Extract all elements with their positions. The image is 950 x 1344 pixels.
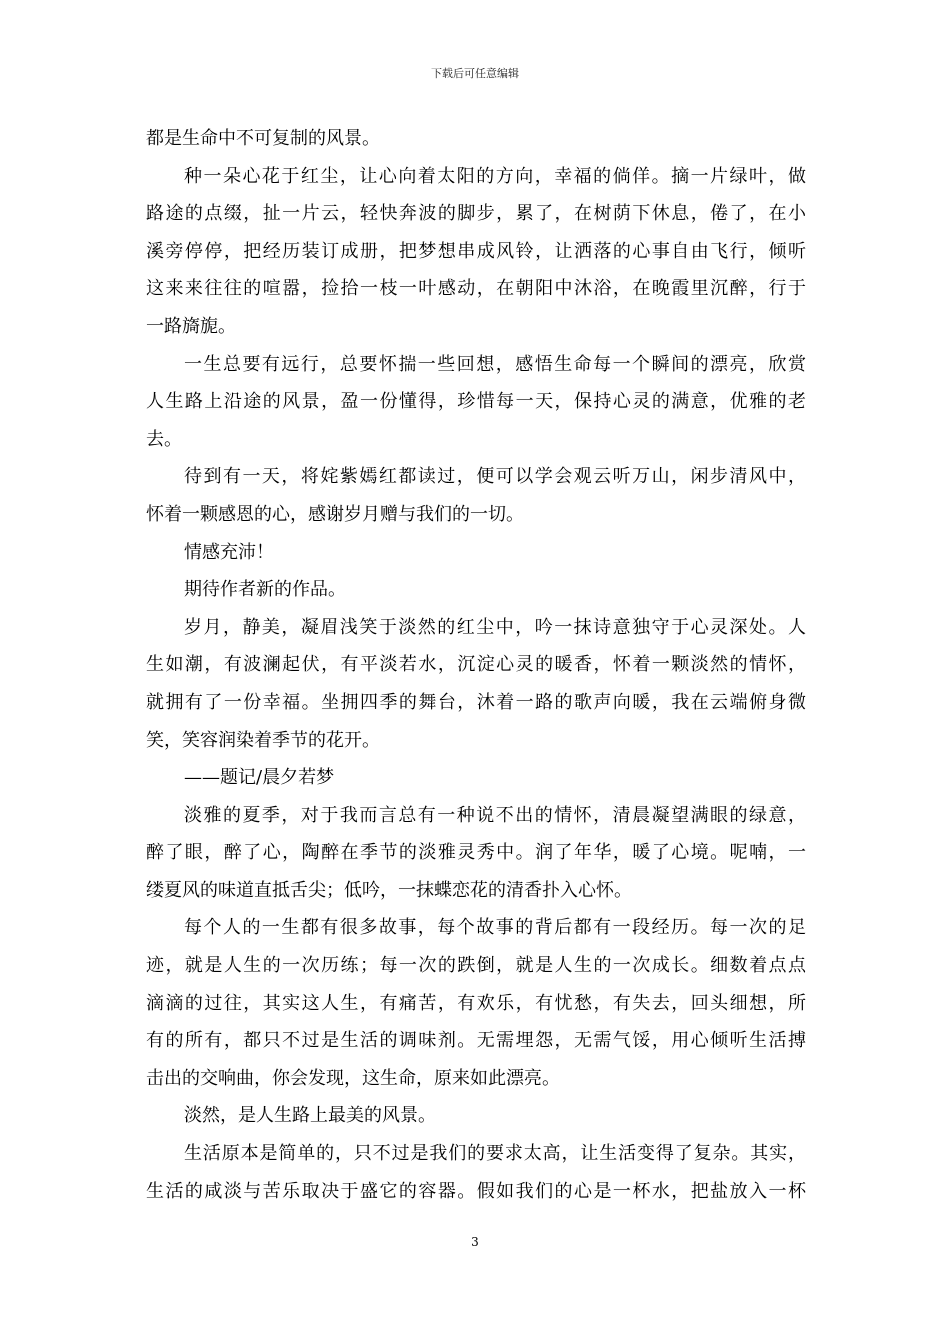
text-line: 种一朵心花于红尘，让心向着太阳的方向，幸福的倘佯。摘一片绿叶，做 — [184, 165, 806, 187]
text-line: 有的所有，都只不过是生活的调味剂。无需埋怨，无需气馁，用心倾听生活搏 — [146, 1030, 806, 1052]
text-line: 一生总要有远行，总要怀揣一些回想，感悟生命每一个瞬间的漂亮，欣赏 — [184, 353, 806, 375]
document-body — [146, 120, 806, 1210]
text-line: 笑，笑容润染着季节的花开。 — [146, 729, 380, 751]
text-line: ——题记/晨夕若梦 — [184, 767, 335, 789]
text-line: 就拥有了一份幸福。坐拥四季的舞台，沐着一路的歌声向暖，我在云端俯身微 — [146, 691, 806, 713]
text-line: 生活的咸淡与苦乐取决于盛它的容器。假如我们的心是一杯水，把盐放入一杯 — [146, 1180, 806, 1202]
text-line: 生活原本是简单的，只不过是我们的要求太高，让生活变得了复杂。其实， — [184, 1143, 806, 1165]
text-line: 缕夏风的味道直抵舌尖；低吟，一抹蝶恋花的清香扑入心怀。 — [146, 879, 632, 901]
text-line: 溪旁停停，把经历装订成册，把梦想串成风铃，让洒落的心事自由飞行，倾听 — [146, 240, 806, 262]
page-number: 3 — [471, 1235, 479, 1249]
text-line: 滴滴的过往，其实这人生，有痛苦，有欢乐，有忧愁，有失去，回头细想，所 — [146, 992, 806, 1014]
text-line: 去。 — [146, 428, 182, 450]
text-line: 淡雅的夏季，对于我而言总有一种说不出的情怀，清晨凝望满眼的绿意， — [184, 804, 806, 826]
text-line: 一路旖旎。 — [146, 315, 236, 337]
text-line: 情感充沛！ — [184, 541, 274, 563]
text-line: 每个人的一生都有很多故事，每个故事的背后都有一段经历。每一次的足 — [184, 917, 806, 939]
text-line: 待到有一天，将姹紫嫣红都读过，便可以学会观云听万山，闲步清风中， — [184, 466, 806, 488]
text-line: 迹，就是人生的一次历练；每一次的跌倒，就是人生的一次成长。细数着点点 — [146, 955, 806, 977]
text-line: 生如潮，有波澜起伏，有平淡若水，沉淀心灵的暖香，怀着一颗淡然的情怀， — [146, 654, 806, 676]
text-line: 怀着一颗感恩的心，感谢岁月赠与我们的一切。 — [146, 503, 524, 525]
text-line: 击出的交响曲，你会发现，这生命，原来如此漂亮。 — [146, 1067, 560, 1089]
text-line: 路途的点缀，扯一片云，轻快奔波的脚步，累了，在树荫下休息，倦了，在小 — [146, 203, 806, 225]
text-line: 淡然，是人生路上最美的风景。 — [184, 1105, 436, 1127]
text-line: 期待作者新的作品。 — [184, 579, 346, 601]
page-header: 下载后可任意编辑 — [431, 67, 519, 80]
text-line: 人生路上沿途的风景，盈一份懂得，珍惜每一天，保持心灵的满意，优雅的老 — [146, 391, 806, 413]
text-line: 醉了眼，醉了心，陶醉在季节的淡雅灵秀中。润了年华，暖了心境。呢喃，一 — [146, 842, 806, 864]
text-line: 这来来往往的喧嚣，捡拾一枝一叶感动，在朝阳中沐浴，在晚霞里沉醉，行于 — [146, 278, 806, 300]
text-line: 岁月，静美，凝眉浅笑于淡然的红尘中，吟一抹诗意独守于心灵深处。人 — [184, 616, 806, 638]
text-line: 都是生命中不可复制的风景。 — [146, 128, 380, 149]
